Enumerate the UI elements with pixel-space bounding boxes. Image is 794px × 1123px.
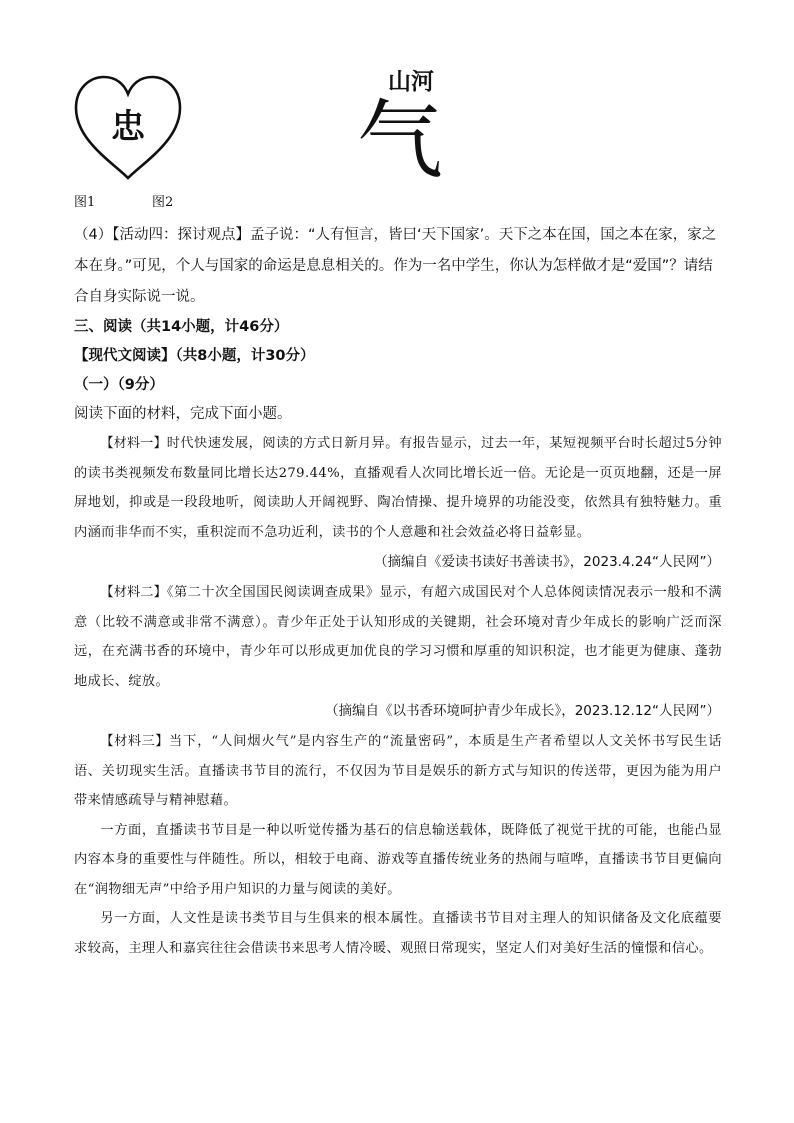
material-3-tag: 【材料三】 (100, 734, 170, 749)
paragraph-2: 另一方面，人文性是读书类节目与生俱来的根本属性。直播读书节目对主理人的知识储备及文化底蕴要求较高，主理人和嘉宾往往会借读书来思考人情冷暖、观照日常现实，坚定人们对美好生活的憧憬和信心。 (74, 911, 722, 956)
instruction: 阅读下面的材料，完成下面小题。 (74, 406, 292, 422)
fig2-char: 气 (357, 91, 443, 187)
qi-figure (350, 62, 450, 187)
fig1-char: 忠 (111, 107, 145, 147)
material-2-source: （摘编自《以书香环境呵护青少年成长》，2023.12.12“人民网”） (324, 703, 720, 719)
fig1-caption: 图1 (74, 195, 96, 210)
paragraph-1: 一方面，直播读书节目是一种以听觉传播为基石的信息输送载体，既降低了视觉干扰的可能，也能凸显内容本身的重要性与伴随性。所以，相较于电商、游戏等直播传统业务的热闹与喧哗，直播读书节目更偏向在“润物细无声”中给予用户知识的力量与阅读的美好。 (74, 822, 722, 897)
material-3-text: 当下，“人间烟火气”是内容生产的“流量密码”，本质是生产者希望以人文关怀书写民生话语、关切现实生活。直播读书节目的流行，不仅因为节目是娱乐的新方式与知识的传送带，更因为能为用户带来情感疏导与精神慰藉。 (74, 734, 723, 808)
material-2-tag: 【材料二】 (100, 585, 167, 600)
material-1-tag: 【材料一】 (100, 436, 167, 451)
material-1 (74, 429, 722, 547)
material-2 (74, 578, 722, 696)
material-2-text: 《第二十次全国国民阅读调查成果》显示，有超六成国民对个人总体阅读情况表示一般和不满意（比较不满意或非常不满意）。青少年正处于认知形成的关键期，社会环境对青少年成长的影响广泛而深远，在充满书香的环境中，青少年可以形成更加优良的学习习惯和厚重的知识积淀，也才能更为健康、蓬勃地成长、绽放。 (74, 585, 723, 689)
fig2-caption: 图2 (152, 195, 174, 210)
figures-area (0, 0, 794, 215)
material-1-text: 时代快速发展，阅读的方式日新月异。有报告显示，过去一年，某短视频平台时长超过5分钟的读书类视频发布数量同比增长达279.44%，直播观看人次同比增长近一倍。无论是一页页地翻，还是一屏屏地划，抑或是一段段地听，阅读助人开阔视野、陶冶情操、提升境界的功能没变，依然具有独特魅力。重内涵而非华而不实，重积淀而不急功近利，读书的个人意趣和社会效益必将日益彰显。 (74, 436, 722, 540)
document-body (74, 220, 722, 963)
subsection-title: 【现代文阅读】（共8小题，计30分） (74, 348, 315, 364)
part-title: （一）（9分） (74, 377, 164, 393)
material-1-source: （摘编自《爱读书读好书善读书》，2023.4.24“人民网”） (374, 554, 720, 570)
question-4: （4）【活动四：探讨观点】孟子说：“人有恒言，皆曰‘天下国家’。天下之本在国，国之本在家，家之本在身。”可见，个人与国家的命运是息息相关的。作为一名中学生，你认为怎样做才是“爱国”？请结合自身实际说一说。 (74, 227, 717, 305)
fig2-top-chars: 山河 (388, 69, 434, 95)
material-3 (74, 727, 722, 816)
section-title: 三、阅读（共14小题，计46分） (74, 319, 289, 335)
heart-figure (72, 74, 184, 182)
